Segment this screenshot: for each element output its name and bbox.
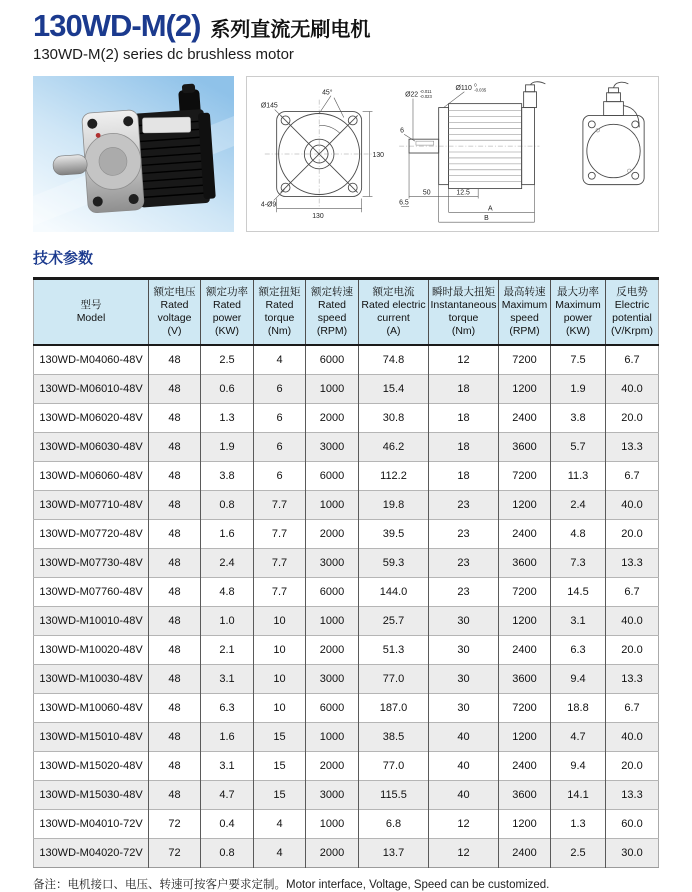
page-title-cn: 系列直流无刷电机 [210,19,371,41]
table-row [34,520,659,549]
value-cell: 30 [429,694,499,723]
value-cell: 20.0 [606,404,659,433]
value-cell: 3600 [499,549,551,578]
value-cell: 10 [254,607,306,636]
table-row [34,549,659,578]
value-cell: 6000 [306,694,359,723]
section-heading: 技术参数 [33,250,94,267]
value-cell: 7.7 [254,578,306,607]
value-cell: 18 [429,404,499,433]
value-cell: 13.3 [606,781,659,810]
table-row [34,694,659,723]
value-cell: 15 [254,723,306,752]
value-cell: 48 [149,520,201,549]
value-cell: 48 [149,491,201,520]
rear-view-drawing [583,82,644,184]
value-cell: 3.1 [551,607,606,636]
value-cell: 1000 [306,810,359,839]
value-cell: 10 [254,694,306,723]
value-cell: 12 [429,839,499,868]
value-cell: 48 [149,375,201,404]
value-cell: 3.8 [201,462,254,491]
value-cell: 48 [149,404,201,433]
value-cell: 6.7 [606,578,659,607]
svg-text:-0.011: -0.011 [419,89,432,95]
svg-text:0: 0 [474,82,477,88]
value-cell: 1.3 [201,404,254,433]
value-cell: 7200 [499,578,551,607]
value-cell: 59.3 [359,549,429,578]
column-header: 型号 Model [34,279,149,346]
spec-table-header-row [34,279,659,346]
front-view-drawing [261,89,384,220]
value-cell: 10 [254,665,306,694]
value-cell: 13.7 [359,839,429,868]
value-cell: 2.4 [551,491,606,520]
model-cell: 130WD-M07710-48V [34,491,149,520]
value-cell: 6 [254,404,306,433]
svg-text:-0.023: -0.023 [419,94,432,100]
svg-text:A: A [488,205,493,213]
value-cell: 1.6 [201,723,254,752]
column-header: 瞬时最大扭矩 Instantaneous torque (Nm) [429,279,499,346]
value-cell: 6.8 [359,810,429,839]
footnote-en: Motor interface, Voltage, Speed can be customized. [286,879,550,891]
value-cell: 3000 [306,433,359,462]
value-cell: 40 [429,781,499,810]
value-cell: 1000 [306,723,359,752]
value-cell: 30 [429,665,499,694]
value-cell: 48 [149,549,201,578]
value-cell: 13.3 [606,433,659,462]
spec-table-header [34,279,659,346]
value-cell: 15 [254,752,306,781]
value-cell: 2400 [499,752,551,781]
value-cell: 3600 [499,781,551,810]
table-row [34,752,659,781]
value-cell: 0.6 [201,375,254,404]
value-cell: 2400 [499,636,551,665]
value-cell: 30 [429,636,499,665]
value-cell: 4.7 [201,781,254,810]
svg-text:130: 130 [312,213,324,221]
value-cell: 1200 [499,607,551,636]
table-row [34,723,659,752]
svg-text:50: 50 [422,189,431,197]
value-cell: 20.0 [606,520,659,549]
value-cell: 2400 [499,520,551,549]
value-cell: 2000 [306,839,359,868]
value-cell: 72 [149,839,201,868]
value-cell: 3600 [499,665,551,694]
table-row [34,636,659,665]
value-cell: 12 [429,810,499,839]
value-cell: 6000 [306,462,359,491]
model-cell: 130WD-M06020-48V [34,404,149,433]
value-cell: 115.5 [359,781,429,810]
page-subtitle: 130WD-M(2) series dc brushless motor [33,46,294,63]
value-cell: 38.5 [359,723,429,752]
value-cell: 3000 [306,665,359,694]
value-cell: 6.7 [606,694,659,723]
table-row [34,375,659,404]
side-view-drawing [399,82,545,222]
model-cell: 130WD-M06060-48V [34,462,149,491]
svg-text:6.5: 6.5 [399,199,409,207]
model-cell: 130WD-M07760-48V [34,578,149,607]
footnote-cn: 备注：电机接口、电压、转速可按客户要求定制。 [33,879,286,891]
value-cell: 7.7 [254,491,306,520]
value-cell: 4.8 [201,578,254,607]
value-cell: 9.4 [551,752,606,781]
svg-text:-0.035: -0.035 [474,87,487,93]
value-cell: 4.7 [551,723,606,752]
motor-photo-illustration [33,76,234,232]
value-cell: 72 [149,810,201,839]
table-row [34,665,659,694]
model-cell: 130WD-M10030-48V [34,665,149,694]
value-cell: 40.0 [606,723,659,752]
value-cell: 4 [254,345,306,375]
value-cell: 1200 [499,491,551,520]
table-row [34,839,659,868]
value-cell: 18.8 [551,694,606,723]
table-row [34,810,659,839]
value-cell: 77.0 [359,752,429,781]
value-cell: 1.9 [551,375,606,404]
value-cell: 7.7 [254,549,306,578]
model-cell: 130WD-M07720-48V [34,520,149,549]
model-cell: 130WD-M06030-48V [34,433,149,462]
value-cell: 20.0 [606,636,659,665]
value-cell: 13.3 [606,549,659,578]
value-cell: 6000 [306,578,359,607]
value-cell: 2.1 [201,636,254,665]
value-cell: 19.8 [359,491,429,520]
value-cell: 40 [429,752,499,781]
page-header [33,8,659,44]
model-cell: 130WD-M04060-48V [39,354,143,366]
value-cell: 2.5 [201,345,254,375]
value-cell: 48 [149,665,201,694]
value-cell: 12 [429,345,499,375]
value-cell: 2000 [306,404,359,433]
value-cell: 74.8 [359,345,429,375]
value-cell: 0.8 [201,839,254,868]
value-cell: 7.7 [254,520,306,549]
value-cell: 3600 [499,433,551,462]
value-cell: 7200 [499,462,551,491]
value-cell: 48 [149,433,201,462]
value-cell: 1.0 [201,607,254,636]
model-cell: 130WD-M15010-48V [34,723,149,752]
value-cell: 2.5 [551,839,606,868]
value-cell: 4.8 [551,520,606,549]
value-cell: 30.0 [606,839,659,868]
model-cell: 130WD-M07730-48V [34,549,149,578]
value-cell: 20.0 [606,752,659,781]
model-cell: 130WD-M06010-48V [34,375,149,404]
value-cell: 48 [149,607,201,636]
model-cell: 130WD-M04010-72V [34,810,149,839]
value-cell: 7.3 [551,549,606,578]
table-row [34,462,659,491]
column-header: 最高转速 Maximum speed (RPM) [499,279,551,346]
value-cell: 15.4 [359,375,429,404]
value-cell: 48 [149,578,201,607]
value-cell: 2400 [499,404,551,433]
value-cell: 48 [149,462,201,491]
table-row [34,345,659,375]
table-row [34,607,659,636]
table-row [34,433,659,462]
value-cell: 23 [429,578,499,607]
figures-row [33,76,659,232]
value-cell: 3000 [306,781,359,810]
value-cell: 1000 [306,375,359,404]
value-cell: 40 [429,723,499,752]
svg-text:Ø110: Ø110 [455,84,472,92]
value-cell: 6.7 [606,462,659,491]
column-header: 额定电压 Rated voltage (V) [149,279,201,346]
value-cell: 10 [254,636,306,665]
value-cell: 3.1 [201,665,254,694]
value-cell: 13.3 [606,665,659,694]
value-cell: 77.0 [359,665,429,694]
value-cell: 6 [254,462,306,491]
value-cell: 30 [429,607,499,636]
value-cell: 144.0 [359,578,429,607]
value-cell: 2.4 [201,549,254,578]
value-cell: 48 [149,752,201,781]
value-cell: 15 [254,781,306,810]
svg-text:130: 130 [372,151,385,159]
value-cell: 1.3 [551,810,606,839]
value-cell: 3.1 [201,752,254,781]
column-header: 额定扭矩 Rated torque (Nm) [254,279,306,346]
value-cell: 2000 [306,520,359,549]
value-cell: 3000 [306,549,359,578]
value-cell: 1200 [499,810,551,839]
svg-text:4-Ø9: 4-Ø9 [260,201,277,209]
column-header: 额定电流 Rated electric current (A) [359,279,429,346]
value-cell: 48 [149,345,201,375]
value-cell: 18 [429,433,499,462]
value-cell: 40.0 [606,375,659,404]
value-cell: 9.4 [551,665,606,694]
dimension-drawings [246,76,659,232]
value-cell: 48 [149,723,201,752]
value-cell: 4 [254,810,306,839]
value-cell: 23 [429,491,499,520]
value-cell: 1.6 [201,520,254,549]
table-row [34,578,659,607]
table-row [34,491,659,520]
svg-text:6: 6 [400,127,404,135]
table-row [34,781,659,810]
value-cell: 18 [429,375,499,404]
motor-photo [33,76,234,232]
value-cell: 7.5 [551,345,606,375]
svg-text:45°: 45° [322,89,333,97]
value-cell: 4 [254,839,306,868]
page-title: 130WD-M(2) [33,8,201,43]
model-cell: 130WD-M10060-48V [34,694,149,723]
value-cell: 6.7 [606,345,659,375]
model-cell: 130WD-M10010-48V [34,607,149,636]
column-header: 反电势 Electric potential (V/Krpm) [606,279,659,346]
value-cell: 14.5 [551,578,606,607]
value-cell: 1200 [499,723,551,752]
value-cell: 3.8 [551,404,606,433]
value-cell: 40.0 [606,607,659,636]
column-header: 额定转速 Rated speed (RPM) [306,279,359,346]
table-row [34,404,659,433]
value-cell: 2000 [306,636,359,665]
spec-table [33,277,659,868]
value-cell: 7200 [499,345,551,375]
value-cell: 51.3 [359,636,429,665]
value-cell: 39.5 [359,520,429,549]
value-cell: 7200 [499,694,551,723]
model-cell: 130WD-M15030-48V [34,781,149,810]
model-cell: 130WD-M15020-48V [34,752,149,781]
model-cell: 130WD-M04020-72V [34,839,149,868]
spec-table-body [34,345,659,868]
svg-text:Ø22: Ø22 [405,91,419,99]
value-cell: 48 [149,781,201,810]
value-cell: 23 [429,549,499,578]
value-cell: 46.2 [359,433,429,462]
value-cell: 48 [149,636,201,665]
value-cell: 1000 [306,607,359,636]
value-cell: 30.8 [359,404,429,433]
value-cell: 25.7 [359,607,429,636]
value-cell: 1200 [499,375,551,404]
column-header: 额定功率 Rated power (KW) [201,279,254,346]
value-cell: 23 [429,520,499,549]
value-cell: 0.8 [201,491,254,520]
value-cell: 48 [149,694,201,723]
value-cell: 14.1 [551,781,606,810]
value-cell: 187.0 [359,694,429,723]
value-cell: 6 [254,375,306,404]
value-cell: 2000 [306,752,359,781]
value-cell: 18 [429,462,499,491]
column-header: 最大功率 Maximum power (KW) [551,279,606,346]
value-cell: 6 [254,433,306,462]
model-cell: 130WD-M10020-48V [34,636,149,665]
value-cell: 5.7 [551,433,606,462]
value-cell: 6000 [306,345,359,375]
value-cell: 6.3 [551,636,606,665]
svg-text:12.5: 12.5 [456,189,470,197]
value-cell: 60.0 [606,810,659,839]
value-cell: 11.3 [551,462,606,491]
value-cell: 112.2 [359,462,429,491]
value-cell: 40.0 [606,491,659,520]
value-cell: 0.4 [201,810,254,839]
svg-text:B: B [484,215,489,223]
value-cell: 1000 [306,491,359,520]
value-cell: 1.9 [201,433,254,462]
svg-text:Ø145: Ø145 [260,102,278,110]
value-cell: 2400 [499,839,551,868]
value-cell: 6.3 [201,694,254,723]
